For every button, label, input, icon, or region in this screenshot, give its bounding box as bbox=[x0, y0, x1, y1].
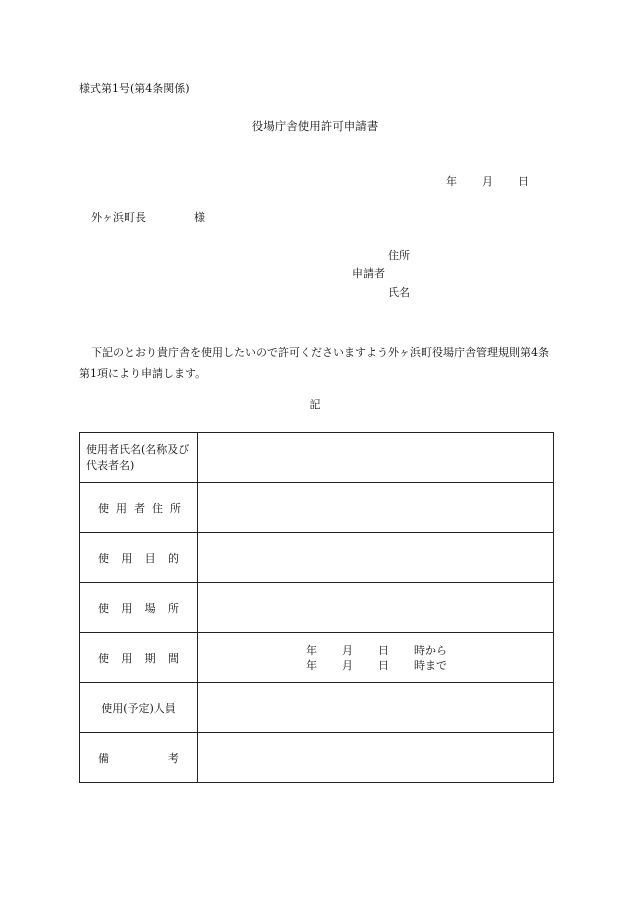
ki-mark: 記 bbox=[309, 398, 321, 411]
date-year: 年 bbox=[446, 175, 457, 188]
period-from: 年 月 日 時から bbox=[306, 643, 447, 657]
label-user-name-text: 使用者氏名(名称及び代表者名) bbox=[86, 442, 190, 472]
row-purpose bbox=[80, 533, 554, 583]
label-remarks: 備 考 bbox=[80, 733, 198, 783]
row-remarks bbox=[80, 733, 554, 783]
date-month: 月 bbox=[482, 175, 493, 188]
field-place[interactable] bbox=[198, 583, 554, 633]
row-user-address bbox=[80, 483, 554, 533]
addressee-honorific: 様 bbox=[194, 211, 205, 224]
label-purpose: 使 用 目 的 bbox=[80, 533, 198, 583]
row-period bbox=[80, 633, 554, 683]
row-user-name bbox=[80, 433, 554, 483]
field-period[interactable] bbox=[198, 633, 554, 683]
addressee bbox=[91, 212, 205, 223]
applicant-label: 申請者 bbox=[352, 267, 385, 280]
field-user-name[interactable] bbox=[198, 433, 554, 483]
addressee-name: 外ヶ浜町長 bbox=[91, 211, 146, 224]
field-remarks[interactable] bbox=[198, 733, 554, 783]
date-line bbox=[446, 176, 529, 187]
field-headcount[interactable] bbox=[198, 683, 554, 733]
field-purpose[interactable] bbox=[198, 533, 554, 583]
label-period: 使 用 期 間 bbox=[80, 633, 198, 683]
form-number: 様式第1号(第4条関係) bbox=[79, 82, 190, 95]
document-title: 役場庁舎使用許可申請書 bbox=[251, 119, 379, 133]
label-user-name bbox=[80, 433, 198, 483]
row-headcount bbox=[80, 683, 554, 733]
row-place bbox=[80, 583, 554, 633]
usage-table bbox=[79, 432, 554, 783]
body-text: 下記のとおり貴庁舎を使用したいので許可くださいますよう外ヶ浜町役場庁舎管理規則第4条第1項により申請します。 bbox=[79, 346, 549, 380]
name-label: 氏名 bbox=[388, 286, 410, 299]
label-user-address: 使 用 者 住 所 bbox=[80, 483, 198, 533]
period-to: 年 月 日 時まで bbox=[306, 658, 447, 672]
label-place: 使 用 場 所 bbox=[80, 583, 198, 633]
date-day: 日 bbox=[518, 175, 529, 188]
address-label: 住所 bbox=[388, 249, 410, 262]
field-user-address[interactable] bbox=[198, 483, 554, 533]
label-headcount: 使用(予定)人員 bbox=[80, 683, 198, 733]
